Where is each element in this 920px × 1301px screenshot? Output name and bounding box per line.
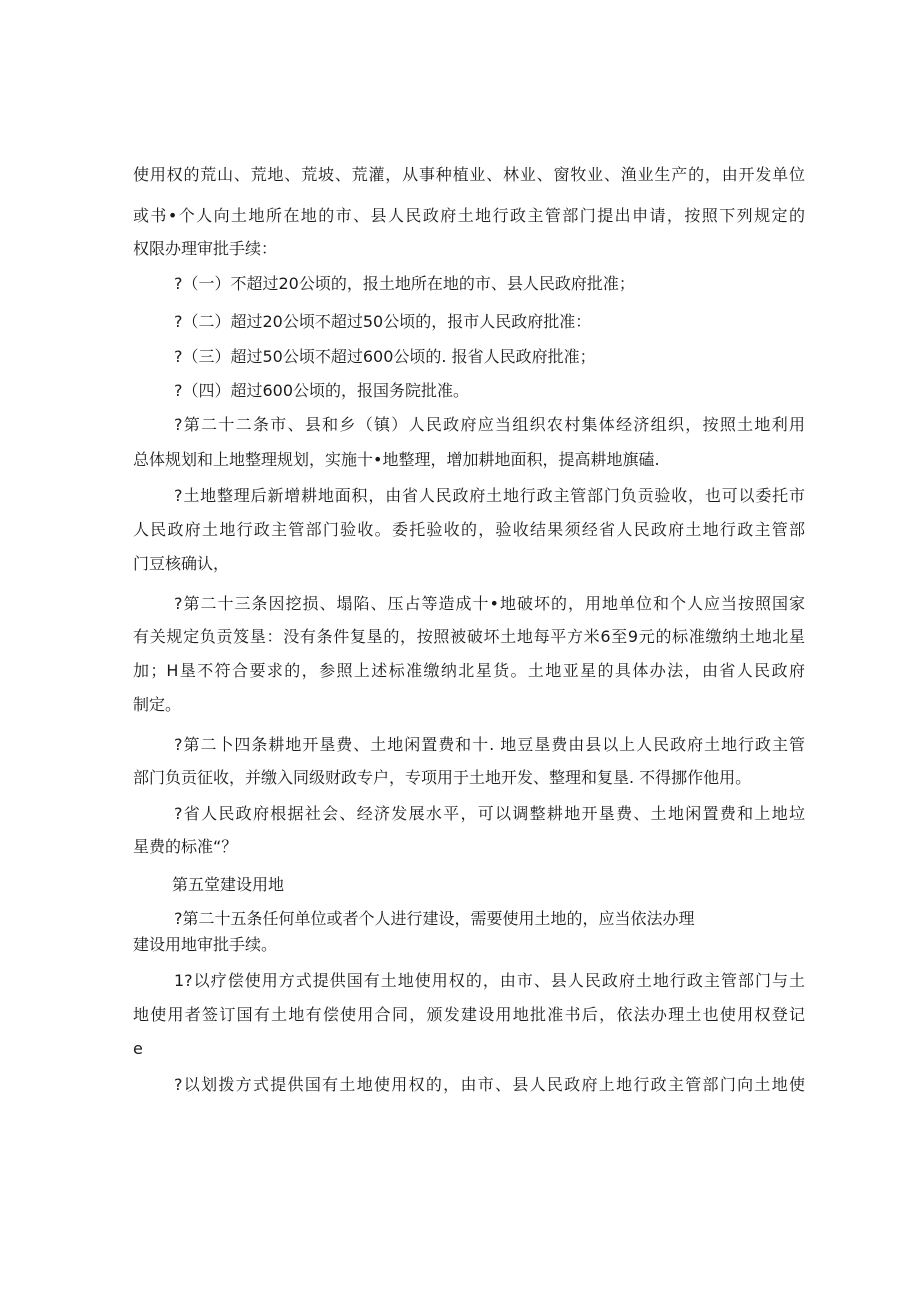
- text-line: 有关规定负贡笈垦：没有条件复垦的，按照被破坏土地每平方米6至9元的标准缴纳土地北星: [133, 627, 805, 646]
- text-line: 星费的标准“？: [133, 837, 238, 856]
- text-line: 门豆核确认，: [133, 554, 230, 573]
- text-line: ?（一）不超过20公顷的，报土地所在地的市、县人民政府批准；: [174, 274, 635, 293]
- text-line: 1?以疗偿使用方式提供国有土地使用权的，由市、县人民政府土地行政主管部门与土: [174, 971, 805, 990]
- text-line: 制定。: [133, 695, 182, 714]
- text-line: ?（三）超过50公顷不超过600公顷的. 报省人民政府批准；: [174, 347, 596, 366]
- text-line: ?（四）超过600公顷的，报国务院批准。: [174, 381, 470, 400]
- text-line: ?第二十三条因挖损、塌陷、压占等造成十•地破坏的，用地单位和个人应当按照国家: [174, 594, 805, 613]
- text-line: ?以划拨方式提供国有土地使用权的，由市、县人民政府上地行政主管部门向土地使: [174, 1075, 805, 1094]
- text-line: 使用权的荒山、荒地、荒坡、荒灌，从事种植业、林业、窗牧业、渔业生产的，由开发单位: [133, 165, 805, 184]
- text-line: 人民政府土地行政主管部门验收。委托验收的，验收结果须经省人民政府土地行政主管部: [133, 520, 805, 539]
- text-line: 加；H垦不符合要求的，参照上述标准缴纳北星货。土地亚星的具体办法，由省人民政府: [133, 661, 805, 680]
- text-line: ?第二卜四条耕地开垦费、土地闲置费和十. 地豆垦费由县以上人民政府土地行政主管: [174, 735, 805, 754]
- text-line: 地使用者签订国有土地有偿使用合同，颁发建设用地批准书后，依法办理土也使用权登记: [133, 1005, 805, 1024]
- text-line: 建设用地审批手续。: [133, 935, 278, 954]
- text-line: 或书•个人向土地所在地的市、县人民政府土地行政主管部门提出申请，按照下列规定的: [133, 206, 805, 225]
- text-line: ?省人民政府根据社会、经济发展水平，可以调整耕地开垦费、土地闲置费和上地垃: [174, 804, 805, 823]
- text-line: 权限办理审批手续：: [133, 239, 278, 258]
- section-heading: 第五堂建设用地: [172, 875, 285, 894]
- text-line: 部门负贡征收，并缴入同级财政专户，专项用于土地开发、整理和复垦. 不得挪作他用。: [133, 768, 752, 787]
- text-line: ?第二十五条任何单位或者个人进行建设，需要使用土地的，应当依法办理: [174, 909, 695, 928]
- text-line: ?第二十二条市、县和乡（镇）人民政府应当组织农村集体经济组织，按照土地利用: [174, 415, 805, 434]
- text-line: ?（二）超过20公顷不超过50公顷的，报市人民政府批准：: [174, 312, 592, 331]
- text-line: ?土地整理后新增耕地面积，由省人民政府土地行政主管部门负贡验收，也可以委托市: [174, 486, 805, 505]
- text-line: e: [133, 1039, 143, 1058]
- text-line: 总体规划和上地整理规划，实施十•地整理，增加耕地面积，提高耕地旗磕.: [133, 450, 660, 469]
